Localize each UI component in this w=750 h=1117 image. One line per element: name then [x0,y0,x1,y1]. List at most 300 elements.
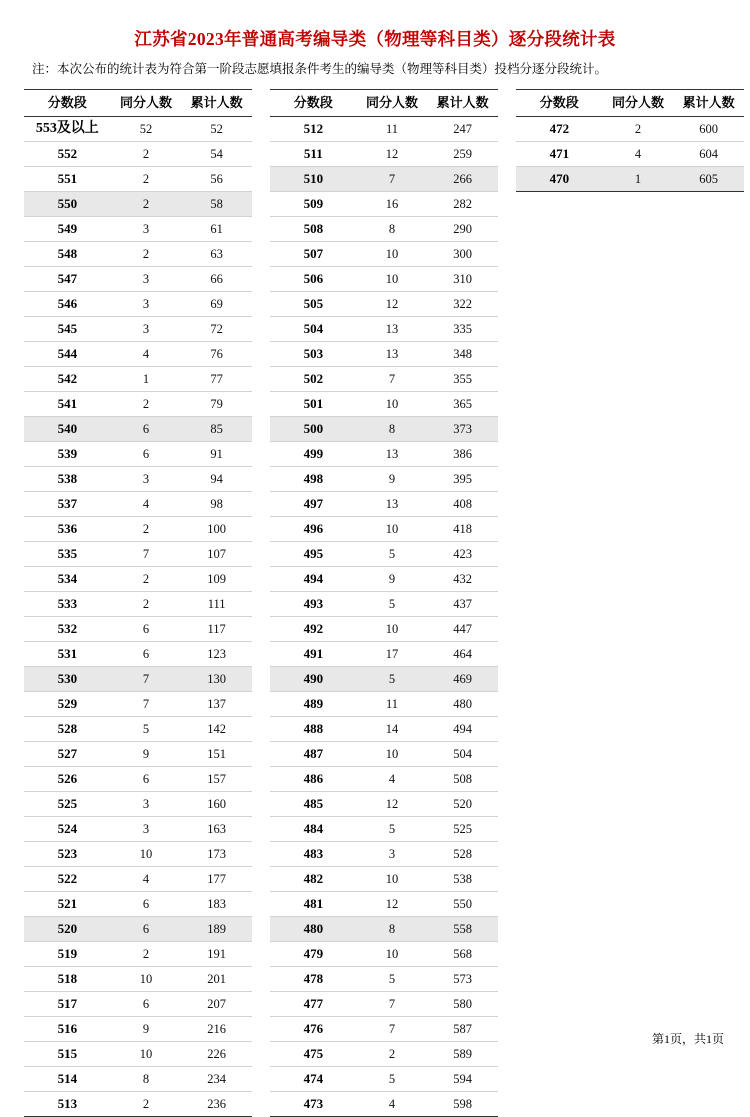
table-row [24,616,252,641]
header-count: 同分人数 [357,89,428,116]
cell-score: 542 [24,366,111,391]
cell-score: 536 [24,516,111,541]
cell-count: 3 [111,466,182,491]
cell-count: 10 [111,1041,182,1066]
cell-cumulative: 348 [427,341,498,366]
cell-count: 2 [111,566,182,591]
cell-score: 526 [24,766,111,791]
cell-count: 10 [357,266,428,291]
cell-score: 510 [270,166,357,191]
cell-cumulative: 234 [181,1066,252,1091]
cell-score: 503 [270,341,357,366]
cell-cumulative: 123 [181,641,252,666]
table-row [24,116,252,141]
table-columns [24,89,735,1117]
cell-count: 10 [357,941,428,966]
cell-count: 7 [357,991,428,1016]
cell-cumulative: 163 [181,816,252,841]
cell-score: 490 [270,666,357,691]
cell-count: 2 [111,1091,182,1116]
cell-cumulative: 282 [427,191,498,216]
table-row [24,1066,252,1091]
cell-cumulative: 525 [427,816,498,841]
cell-cumulative: 79 [181,391,252,416]
cell-cumulative: 72 [181,316,252,341]
table-row [24,1016,252,1041]
cell-count: 10 [357,241,428,266]
cell-score: 519 [24,941,111,966]
cell-cumulative: 207 [181,991,252,1016]
cell-cumulative: 160 [181,791,252,816]
cell-cumulative: 418 [427,516,498,541]
header-score: 分数段 [516,89,603,116]
table-row [24,566,252,591]
cell-cumulative: 365 [427,391,498,416]
table-body-1 [24,116,252,1116]
score-table-3 [516,89,744,192]
cell-cumulative: 395 [427,466,498,491]
table-row [270,616,498,641]
cell-score: 492 [270,616,357,641]
cell-score: 515 [24,1041,111,1066]
cell-score: 470 [516,166,603,191]
cell-cumulative: 598 [427,1091,498,1116]
cell-cumulative: 226 [181,1041,252,1066]
cell-cumulative: 408 [427,491,498,516]
cell-count: 1 [603,166,674,191]
table-row [270,266,498,291]
cell-score: 488 [270,716,357,741]
cell-cumulative: 568 [427,941,498,966]
cell-score: 527 [24,741,111,766]
cell-score: 523 [24,841,111,866]
cell-cumulative: 594 [427,1066,498,1091]
cell-score: 512 [270,116,357,141]
table-row [24,266,252,291]
table-row [270,816,498,841]
cell-score: 547 [24,266,111,291]
cell-cumulative: 600 [673,116,744,141]
header-cumulative: 累计人数 [427,89,498,116]
cell-score: 533 [24,591,111,616]
cell-count: 9 [357,466,428,491]
table-row [24,291,252,316]
cell-score: 475 [270,1041,357,1066]
cell-score: 493 [270,591,357,616]
cell-cumulative: 480 [427,691,498,716]
cell-cumulative: 85 [181,416,252,441]
cell-score: 537 [24,491,111,516]
cell-count: 6 [111,416,182,441]
cell-score: 538 [24,466,111,491]
table-row [270,591,498,616]
table-header-row [270,89,498,116]
table-row [516,166,744,191]
cell-cumulative: 183 [181,891,252,916]
cell-cumulative: 100 [181,516,252,541]
cell-cumulative: 216 [181,1016,252,1041]
table-row [270,716,498,741]
header-cumulative: 累计人数 [181,89,252,116]
table-row [24,941,252,966]
cell-score: 505 [270,291,357,316]
cell-count: 5 [111,716,182,741]
cell-score: 551 [24,166,111,191]
cell-count: 12 [357,141,428,166]
cell-count: 3 [111,216,182,241]
table-row [24,391,252,416]
table-row [24,516,252,541]
cell-score: 553及以上 [24,116,111,141]
cell-score: 529 [24,691,111,716]
cell-count: 6 [111,766,182,791]
cell-cumulative: 91 [181,441,252,466]
cell-count: 16 [357,191,428,216]
cell-score: 483 [270,841,357,866]
table-row [24,891,252,916]
header-count: 同分人数 [603,89,674,116]
cell-count: 8 [111,1066,182,1091]
cell-cumulative: 66 [181,266,252,291]
cell-cumulative: 76 [181,341,252,366]
cell-count: 10 [357,391,428,416]
cell-score: 518 [24,966,111,991]
table-row [270,891,498,916]
cell-cumulative: 111 [181,591,252,616]
cell-score: 520 [24,916,111,941]
table-row [270,441,498,466]
cell-count: 4 [357,766,428,791]
cell-score: 524 [24,816,111,841]
cell-score: 517 [24,991,111,1016]
cell-cumulative: 77 [181,366,252,391]
table-row [270,141,498,166]
cell-count: 2 [111,191,182,216]
cell-count: 4 [111,866,182,891]
table-row [270,991,498,1016]
cell-count: 3 [111,791,182,816]
table-row [270,1016,498,1041]
cell-count: 14 [357,716,428,741]
cell-count: 7 [357,166,428,191]
cell-count: 5 [357,541,428,566]
cell-count: 3 [357,841,428,866]
cell-count: 9 [111,1016,182,1041]
cell-score: 494 [270,566,357,591]
cell-count: 9 [111,741,182,766]
cell-cumulative: 266 [427,166,498,191]
cell-score: 476 [270,1016,357,1041]
cell-cumulative: 189 [181,916,252,941]
cell-count: 3 [111,816,182,841]
cell-count: 6 [111,441,182,466]
header-count: 同分人数 [111,89,182,116]
cell-score: 501 [270,391,357,416]
score-column-1 [24,89,252,1117]
table-row [270,741,498,766]
table-row [24,816,252,841]
cell-score: 540 [24,416,111,441]
table-row [270,791,498,816]
table-row [270,841,498,866]
note-text: 注：本次公布的统计表为符合第一阶段志愿填报条件考生的编导类（物理等科目类）投档分逐分段统计。 [32,62,608,76]
cell-cumulative: 191 [181,941,252,966]
cell-count: 10 [357,616,428,641]
cell-count: 10 [357,516,428,541]
header-score: 分数段 [24,89,111,116]
table-row [24,216,252,241]
cell-score: 525 [24,791,111,816]
cell-cumulative: 464 [427,641,498,666]
cell-count: 3 [111,316,182,341]
table-row [270,916,498,941]
table-row [270,191,498,216]
cell-cumulative: 423 [427,541,498,566]
cell-score: 552 [24,141,111,166]
table-row [270,866,498,891]
table-header-row [24,89,252,116]
table-row [270,166,498,191]
table-row [24,416,252,441]
table-row [270,216,498,241]
cell-cumulative: 247 [427,116,498,141]
cell-score: 499 [270,441,357,466]
cell-count: 5 [357,1066,428,1091]
table-row [24,1041,252,1066]
cell-cumulative: 322 [427,291,498,316]
table-row [270,541,498,566]
cell-count: 7 [111,541,182,566]
table-row [270,116,498,141]
table-row [24,841,252,866]
cell-cumulative: 173 [181,841,252,866]
table-row [24,316,252,341]
table-row [270,491,498,516]
table-row [270,966,498,991]
cell-score: 521 [24,891,111,916]
cell-count: 2 [111,941,182,966]
cell-cumulative: 520 [427,791,498,816]
cell-count: 1 [111,366,182,391]
cell-count: 6 [111,916,182,941]
cell-cumulative: 432 [427,566,498,591]
cell-cumulative: 107 [181,541,252,566]
cell-score: 484 [270,816,357,841]
cell-cumulative: 52 [181,116,252,141]
cell-cumulative: 56 [181,166,252,191]
cell-cumulative: 177 [181,866,252,891]
table-row [24,191,252,216]
table-row [24,791,252,816]
cell-score: 481 [270,891,357,916]
table-row [270,416,498,441]
cell-count: 6 [111,991,182,1016]
table-row [270,391,498,416]
cell-cumulative: 587 [427,1016,498,1041]
cell-score: 472 [516,116,603,141]
cell-score: 541 [24,391,111,416]
cell-count: 4 [111,491,182,516]
table-body-2 [270,116,498,1116]
cell-count: 12 [357,791,428,816]
table-row [24,366,252,391]
cell-count: 13 [357,441,428,466]
table-row [270,941,498,966]
cell-count: 8 [357,416,428,441]
cell-count: 4 [603,141,674,166]
table-row [24,591,252,616]
cell-count: 2 [111,591,182,616]
cell-score: 502 [270,366,357,391]
cell-count: 8 [357,216,428,241]
table-row [270,666,498,691]
cell-score: 530 [24,666,111,691]
cell-cumulative: 605 [673,166,744,191]
cell-cumulative: 469 [427,666,498,691]
cell-cumulative: 151 [181,741,252,766]
cell-count: 2 [111,241,182,266]
cell-count: 2 [111,141,182,166]
cell-score: 546 [24,291,111,316]
cell-score: 497 [270,491,357,516]
page-footer: 第1页，共1页 [651,1032,724,1046]
cell-cumulative: 550 [427,891,498,916]
cell-count: 7 [357,1016,428,1041]
table-row [24,166,252,191]
cell-cumulative: 137 [181,691,252,716]
table-row [24,491,252,516]
cell-score: 471 [516,141,603,166]
cell-count: 4 [357,1091,428,1116]
cell-score: 535 [24,541,111,566]
cell-score: 507 [270,241,357,266]
table-row [270,341,498,366]
cell-cumulative: 259 [427,141,498,166]
table-row [516,141,744,166]
cell-score: 522 [24,866,111,891]
cell-score: 532 [24,616,111,641]
cell-cumulative: 437 [427,591,498,616]
header-cumulative: 累计人数 [673,89,744,116]
cell-count: 7 [111,666,182,691]
cell-score: 528 [24,716,111,741]
cell-cumulative: 558 [427,916,498,941]
cell-count: 5 [357,966,428,991]
cell-score: 504 [270,316,357,341]
table-row [24,241,252,266]
score-column-3 [516,89,744,192]
cell-score: 506 [270,266,357,291]
cell-score: 500 [270,416,357,441]
cell-count: 17 [357,641,428,666]
table-row [270,291,498,316]
table-row [270,316,498,341]
cell-count: 2 [111,166,182,191]
table-row [24,341,252,366]
cell-cumulative: 117 [181,616,252,641]
cell-count: 5 [357,816,428,841]
cell-count: 2 [111,391,182,416]
cell-score: 514 [24,1066,111,1091]
cell-count: 5 [357,666,428,691]
cell-cumulative: 98 [181,491,252,516]
table-row [24,716,252,741]
score-table-2 [270,89,498,1117]
cell-cumulative: 573 [427,966,498,991]
cell-count: 6 [111,891,182,916]
table-header-row [516,89,744,116]
table-row [516,116,744,141]
table-row [24,866,252,891]
cell-score: 487 [270,741,357,766]
table-row [24,741,252,766]
cell-cumulative: 310 [427,266,498,291]
table-row [270,466,498,491]
header-score: 分数段 [270,89,357,116]
cell-cumulative: 61 [181,216,252,241]
page-title: 江苏省2023年普通高考编导类（物理等科目类）逐分段统计表 [134,29,616,49]
cell-count: 2 [357,1041,428,1066]
table-row [24,991,252,1016]
cell-score: 496 [270,516,357,541]
cell-score: 513 [24,1091,111,1116]
cell-count: 7 [111,691,182,716]
cell-count: 5 [357,591,428,616]
cell-cumulative: 508 [427,766,498,791]
table-row [270,691,498,716]
table-row [270,1041,498,1066]
cell-cumulative: 589 [427,1041,498,1066]
cell-count: 13 [357,316,428,341]
table-row [24,141,252,166]
cell-score: 479 [270,941,357,966]
cell-score: 550 [24,191,111,216]
cell-count: 13 [357,491,428,516]
cell-cumulative: 58 [181,191,252,216]
cell-cumulative: 580 [427,991,498,1016]
cell-cumulative: 142 [181,716,252,741]
cell-count: 11 [357,116,428,141]
cell-score: 478 [270,966,357,991]
cell-cumulative: 538 [427,866,498,891]
cell-cumulative: 54 [181,141,252,166]
table-row [24,1091,252,1116]
cell-score: 474 [270,1066,357,1091]
cell-score: 544 [24,341,111,366]
cell-cumulative: 386 [427,441,498,466]
cell-cumulative: 94 [181,466,252,491]
cell-score: 545 [24,316,111,341]
cell-cumulative: 69 [181,291,252,316]
cell-score: 511 [270,141,357,166]
score-table-1 [24,89,252,1117]
cell-count: 3 [111,266,182,291]
cell-score: 531 [24,641,111,666]
cell-score: 486 [270,766,357,791]
cell-count: 7 [357,366,428,391]
cell-cumulative: 109 [181,566,252,591]
cell-cumulative: 157 [181,766,252,791]
table-row [270,641,498,666]
cell-count: 12 [357,891,428,916]
cell-score: 482 [270,866,357,891]
cell-count: 10 [357,866,428,891]
table-row [24,666,252,691]
cell-cumulative: 290 [427,216,498,241]
table-row [24,541,252,566]
cell-cumulative: 236 [181,1091,252,1116]
cell-count: 6 [111,616,182,641]
